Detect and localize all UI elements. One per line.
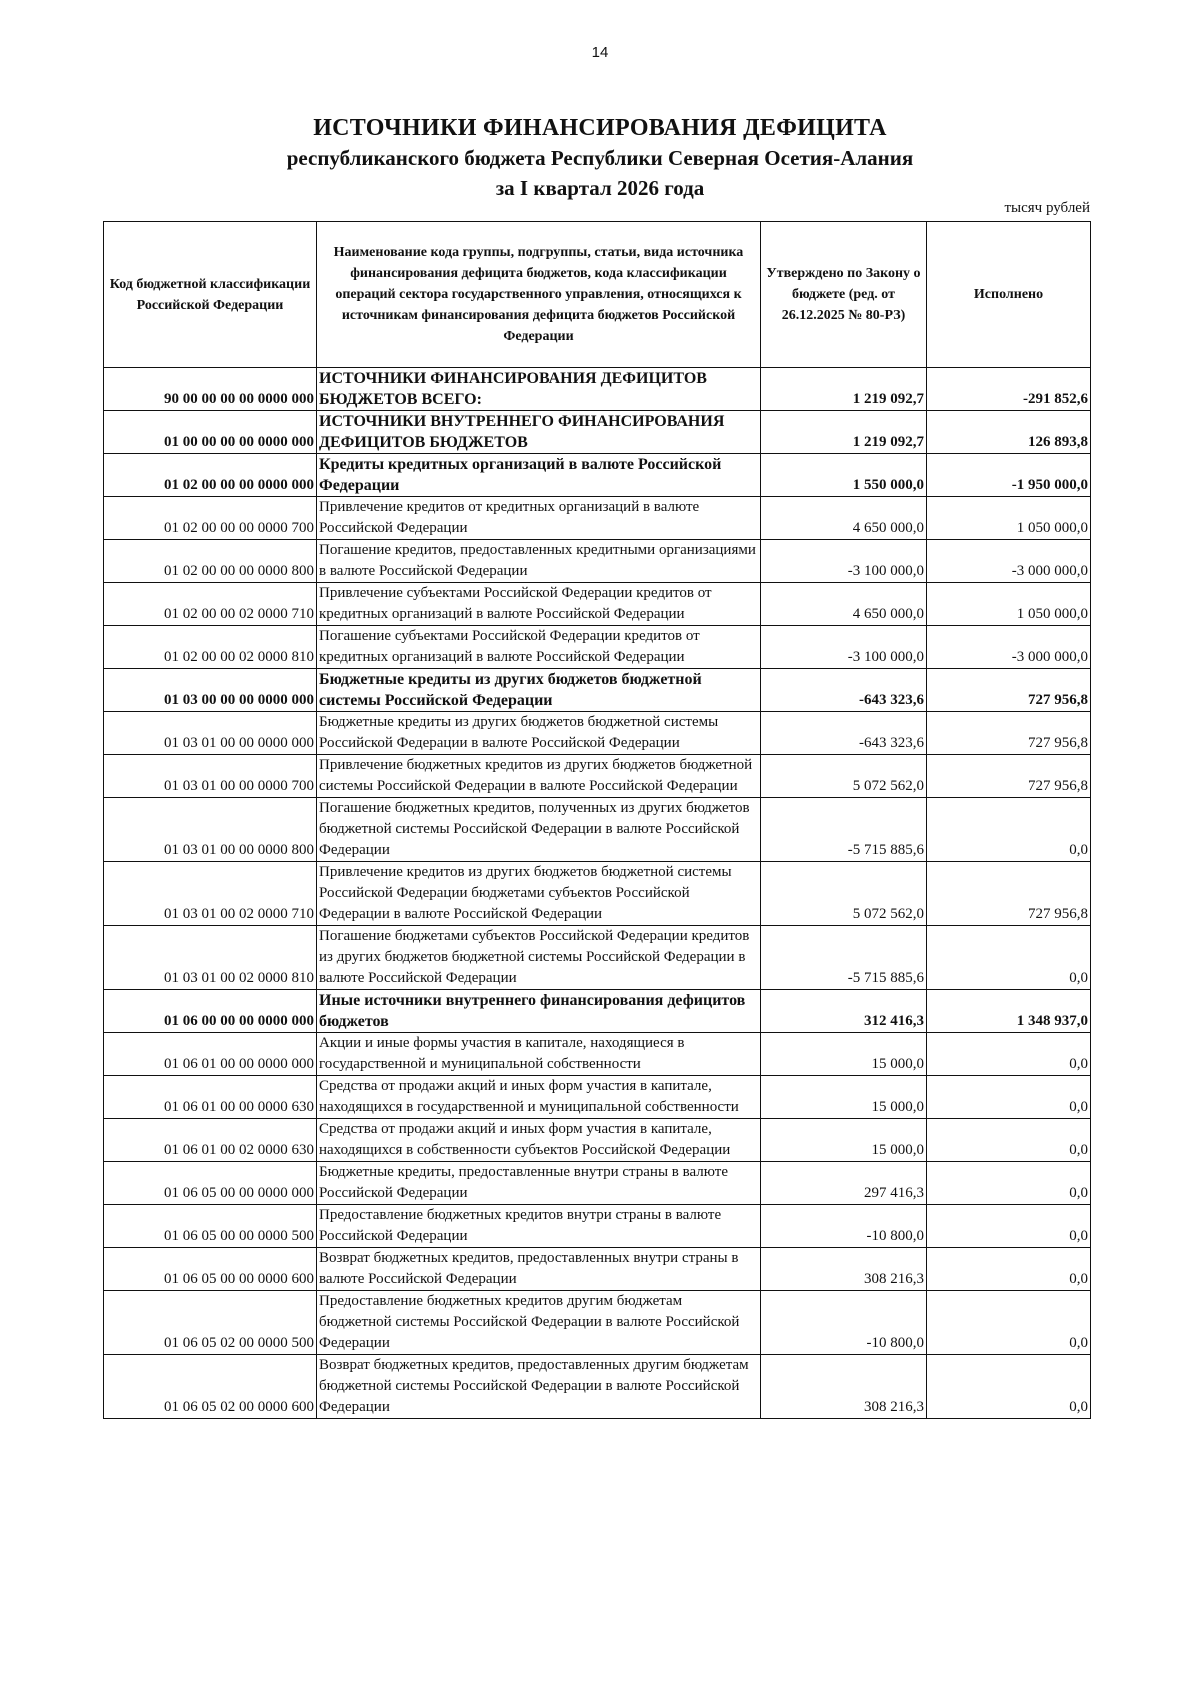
- table-row: [104, 712, 1091, 755]
- row-executed: -3 000 000,0: [927, 626, 1091, 669]
- row-executed: 126 893,8: [927, 411, 1091, 454]
- row-executed: 1 348 937,0: [927, 990, 1091, 1033]
- table-row: [104, 368, 1091, 411]
- row-approved: -10 800,0: [761, 1291, 927, 1355]
- row-approved: 297 416,3: [761, 1162, 927, 1205]
- table-row: [104, 454, 1091, 497]
- row-approved: 15 000,0: [761, 1119, 927, 1162]
- row-code: 01 03 01 00 00 0000 800: [104, 798, 317, 862]
- row-approved: -10 800,0: [761, 1205, 927, 1248]
- row-executed: 727 956,8: [927, 712, 1091, 755]
- table-row: [104, 497, 1091, 540]
- budget-sources-table: [103, 221, 1091, 1419]
- table-body: [104, 368, 1091, 1419]
- row-executed: 727 956,8: [927, 669, 1091, 712]
- row-executed: 0,0: [927, 1076, 1091, 1119]
- row-name: Привлечение бюджетных кредитов из других бюджетов бюджетной системы Российской Федерации в валюте Российской Федерации: [317, 755, 761, 798]
- row-executed: 0,0: [927, 1033, 1091, 1076]
- row-code: 01 06 05 00 00 0000 500: [104, 1205, 317, 1248]
- row-executed: 1 050 000,0: [927, 583, 1091, 626]
- row-name: ИСТОЧНИКИ ВНУТРЕННЕГО ФИНАНСИРОВАНИЯ ДЕФИЦИТОВ БЮДЖЕТОВ: [317, 411, 761, 454]
- row-code: 01 06 01 00 00 0000 000: [104, 1033, 317, 1076]
- table-row: [104, 1119, 1091, 1162]
- row-executed: 0,0: [927, 1291, 1091, 1355]
- table-row: [104, 1033, 1091, 1076]
- row-executed: 0,0: [927, 1119, 1091, 1162]
- document-period: за I квартал 2026 года: [495, 176, 705, 200]
- table-row: [104, 669, 1091, 712]
- row-code: 01 06 01 00 00 0000 630: [104, 1076, 317, 1119]
- row-name: Возврат бюджетных кредитов, предоставленных другим бюджетам бюджетной системы Российской Федерации в валюте Российской Федерации: [317, 1355, 761, 1419]
- row-name: Погашение бюджетных кредитов, полученных из других бюджетов бюджетной системы Российской Федерации в валюте Российской Федерации: [317, 798, 761, 862]
- header-approved: Утверждено по Закону о бюджете (ред. от 26.12.2025 № 80-РЗ): [761, 222, 927, 368]
- row-executed: 727 956,8: [927, 862, 1091, 926]
- row-code: 01 06 05 02 00 0000 500: [104, 1291, 317, 1355]
- row-code: 01 02 00 00 00 0000 800: [104, 540, 317, 583]
- row-name: Возврат бюджетных кредитов, предоставленных внутри страны в валюте Российской Федерации: [317, 1248, 761, 1291]
- row-approved: -643 323,6: [761, 712, 927, 755]
- row-executed: 0,0: [927, 1248, 1091, 1291]
- table-row: [104, 540, 1091, 583]
- row-executed: 0,0: [927, 798, 1091, 862]
- row-executed: -3 000 000,0: [927, 540, 1091, 583]
- row-executed: 727 956,8: [927, 755, 1091, 798]
- row-name: Привлечение кредитов от кредитных организаций в валюте Российской Федерации: [317, 497, 761, 540]
- header-executed: Исполнено: [927, 222, 1091, 368]
- row-approved: -3 100 000,0: [761, 540, 927, 583]
- row-code: 01 06 05 02 00 0000 600: [104, 1355, 317, 1419]
- row-name: Погашение субъектами Российской Федерации кредитов от кредитных организаций в валюте Российской Федерации: [317, 626, 761, 669]
- unit-label: тысяч рублей: [1004, 200, 1090, 216]
- row-executed: 0,0: [927, 1355, 1091, 1419]
- row-code: 01 03 01 00 02 0000 810: [104, 926, 317, 990]
- table-row: [104, 583, 1091, 626]
- row-approved: 4 650 000,0: [761, 583, 927, 626]
- row-executed: 0,0: [927, 926, 1091, 990]
- row-name: Акции и иные формы участия в капитале, находящиеся в государственной и муниципальной собственности: [317, 1033, 761, 1076]
- row-name: Средства от продажи акций и иных форм участия в капитале, находящихся в собственности субъектов Российской Федерации: [317, 1119, 761, 1162]
- row-name: Привлечение субъектами Российской Федерации кредитов от кредитных организаций в валюте Российской Федерации: [317, 583, 761, 626]
- row-code: 01 06 01 00 02 0000 630: [104, 1119, 317, 1162]
- table-row: [104, 1248, 1091, 1291]
- row-code: 01 03 00 00 00 0000 000: [104, 669, 317, 712]
- document-title: ИСТОЧНИКИ ФИНАНСИРОВАНИЯ ДЕФИЦИТА: [313, 115, 887, 141]
- row-name: Привлечение кредитов из других бюджетов бюджетной системы Российской Федерации бюджетами субъектов Российской Федерации в валюте Российской Федерации: [317, 862, 761, 926]
- row-approved: 5 072 562,0: [761, 755, 927, 798]
- table-row: [104, 990, 1091, 1033]
- row-approved: 308 216,3: [761, 1355, 927, 1419]
- row-code: 01 06 05 00 00 0000 000: [104, 1162, 317, 1205]
- row-name: Предоставление бюджетных кредитов внутри страны в валюте Российской Федерации: [317, 1205, 761, 1248]
- row-approved: -3 100 000,0: [761, 626, 927, 669]
- row-executed: -1 950 000,0: [927, 454, 1091, 497]
- table-row: [104, 1291, 1091, 1355]
- header-name: Наименование кода группы, подгруппы, статьи, вида источника финансирования дефицита бюджетов, кода классификации операций сектора государственного управления, относящихся к источникам финансирования дефицита бюджетов Российской Федерации: [317, 222, 761, 368]
- row-approved: 1 219 092,7: [761, 411, 927, 454]
- row-code: 01 06 00 00 00 0000 000: [104, 990, 317, 1033]
- row-code: 01 03 01 00 02 0000 710: [104, 862, 317, 926]
- row-executed: 0,0: [927, 1205, 1091, 1248]
- row-executed: 0,0: [927, 1162, 1091, 1205]
- document-subtitle: республиканского бюджета Республики Северная Осетия-Алания: [286, 146, 914, 170]
- table-row: [104, 411, 1091, 454]
- row-code: 01 03 01 00 00 0000 000: [104, 712, 317, 755]
- row-name: Кредиты кредитных организаций в валюте Российской Федерации: [317, 454, 761, 497]
- row-approved: 15 000,0: [761, 1076, 927, 1119]
- table-row: [104, 626, 1091, 669]
- row-name: Погашение бюджетами субъектов Российской Федерации кредитов из других бюджетов бюджетной системы Российской Федерации в валюте Российской Федерации: [317, 926, 761, 990]
- table-row: [104, 926, 1091, 990]
- row-code: 01 02 00 00 00 0000 000: [104, 454, 317, 497]
- table-row: [104, 755, 1091, 798]
- row-name: Бюджетные кредиты, предоставленные внутри страны в валюте Российской Федерации: [317, 1162, 761, 1205]
- table-row: [104, 1076, 1091, 1119]
- row-approved: -5 715 885,6: [761, 798, 927, 862]
- row-approved: 1 550 000,0: [761, 454, 927, 497]
- row-code: 01 02 00 00 02 0000 710: [104, 583, 317, 626]
- row-code: 01 03 01 00 00 0000 700: [104, 755, 317, 798]
- row-code: 90 00 00 00 00 0000 000: [104, 368, 317, 411]
- table-row: [104, 862, 1091, 926]
- row-name: ИСТОЧНИКИ ФИНАНСИРОВАНИЯ ДЕФИЦИТОВ БЮДЖЕТОВ ВСЕГО:: [317, 368, 761, 411]
- header-code: Код бюджетной классификации Российской Федерации: [104, 222, 317, 368]
- row-name: Бюджетные кредиты из других бюджетов бюджетной системы Российской Федерации: [317, 669, 761, 712]
- row-name: Предоставление бюджетных кредитов другим бюджетам бюджетной системы Российской Федерации в валюте Российской Федерации: [317, 1291, 761, 1355]
- row-approved: -643 323,6: [761, 669, 927, 712]
- row-name: Иные источники внутреннего финансирования дефицитов бюджетов: [317, 990, 761, 1033]
- row-code: 01 06 05 00 00 0000 600: [104, 1248, 317, 1291]
- row-name: Погашение кредитов, предоставленных кредитными организациями в валюте Российской Федерации: [317, 540, 761, 583]
- row-code: 01 00 00 00 00 0000 000: [104, 411, 317, 454]
- row-approved: 5 072 562,0: [761, 862, 927, 926]
- row-approved: 1 219 092,7: [761, 368, 927, 411]
- row-approved: 4 650 000,0: [761, 497, 927, 540]
- row-executed: 1 050 000,0: [927, 497, 1091, 540]
- table-header-row: [104, 222, 1091, 368]
- row-name: Средства от продажи акций и иных форм участия в капитале, находящихся в государственной и муниципальной собственности: [317, 1076, 761, 1119]
- row-approved: 15 000,0: [761, 1033, 927, 1076]
- table-row: [104, 798, 1091, 862]
- row-code: 01 02 00 00 02 0000 810: [104, 626, 317, 669]
- page-number: 14: [591, 44, 609, 61]
- table-row: [104, 1162, 1091, 1205]
- table-row: [104, 1355, 1091, 1419]
- table-row: [104, 1205, 1091, 1248]
- row-approved: 308 216,3: [761, 1248, 927, 1291]
- row-executed: -291 852,6: [927, 368, 1091, 411]
- row-code: 01 02 00 00 00 0000 700: [104, 497, 317, 540]
- row-approved: 312 416,3: [761, 990, 927, 1033]
- row-approved: -5 715 885,6: [761, 926, 927, 990]
- row-name: Бюджетные кредиты из других бюджетов бюджетной системы Российской Федерации в валюте Российской Федерации: [317, 712, 761, 755]
